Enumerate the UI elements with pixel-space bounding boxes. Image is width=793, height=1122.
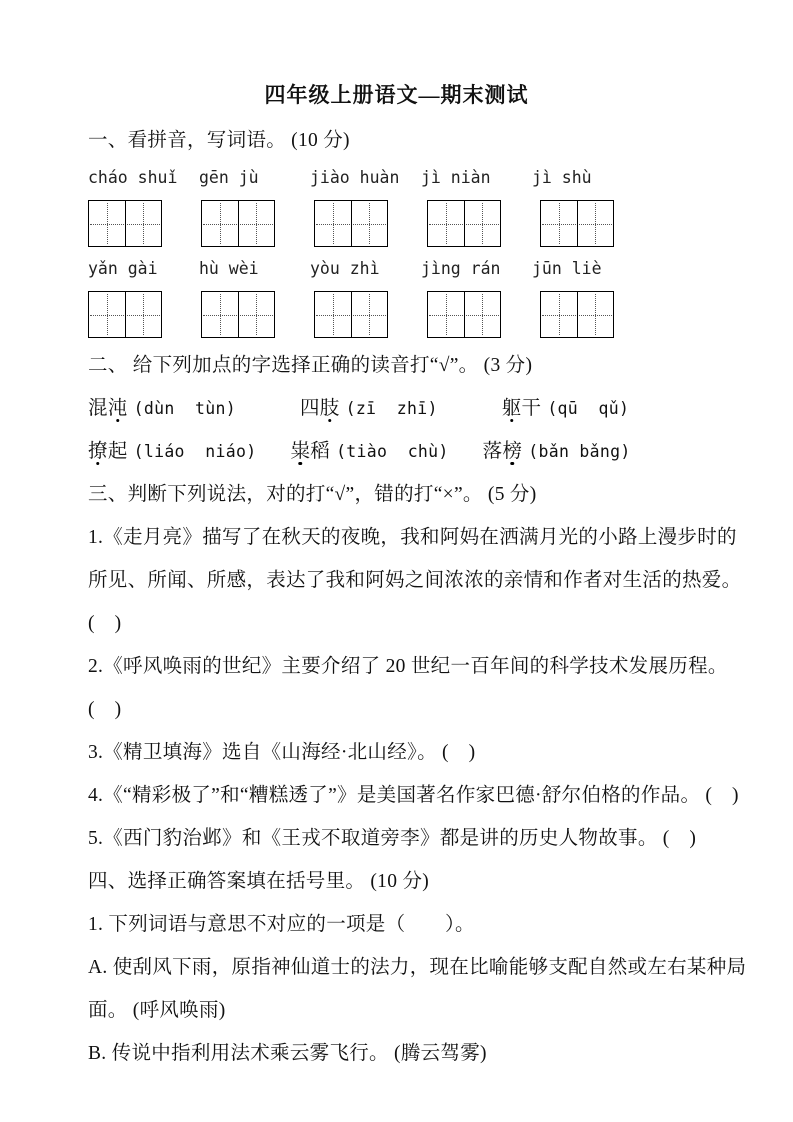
word-char: 混 [88,398,108,419]
grid-cell [89,292,126,337]
judgement-item-2: 2.《呼风唤雨的世纪》主要介绍了 20 世纪一百年间的科学技术发展历程。 [88,656,728,677]
grid-cell [89,201,126,246]
dotted-char: 榜 [502,441,523,462]
writing-grid-box[interactable] [88,200,162,247]
pronunciation-row-2 [88,430,728,473]
word-item [290,430,448,473]
pinyin-label: jūn liè [532,259,602,278]
dotted-char: 粜 [290,441,311,462]
dotted-char: 沌 [107,398,128,419]
word-char: 稻 [310,441,331,462]
writing-grid-box[interactable] [540,200,614,247]
writing-grid-row-1 [88,200,728,247]
grid-cell [465,292,501,337]
grid-cell [239,201,275,246]
grid-cell [428,201,465,246]
word-char: 四 [299,398,320,419]
grid-cell [315,201,352,246]
section4-heading: 四、选择正确答案填在括号里。 (10 分) [88,871,430,892]
pinyin-options: (bǎn bǎng) [528,442,631,461]
pinyin-options: (qū qǔ) [547,399,630,418]
page-title: 四年级上册语文—期末测试 [264,83,529,107]
text-body [88,344,747,1075]
section3-heading: 三、判断下列说法，对的打“√”，错的打“×”。 (5 分) [88,484,537,505]
grid-cell [202,201,239,246]
judgement-item-5: 5.《西门豹治邺》和《王戎不取道旁李》都是讲的历史人物故事。 ( ) [88,828,697,849]
answer-blank[interactable]: ( ) [88,699,122,720]
grid-cell [578,201,614,246]
pronunciation-row-1 [88,387,728,430]
choice-option-b: B. 传说中指利用法术乘云雾飞行。 (腾云驾雾) [88,1043,487,1064]
pinyin-options: (zī zhī) [345,399,438,418]
word-item [483,430,631,473]
choice-option-a-line-2: 面。 (呼风唤雨) [88,1000,226,1021]
pinyin-row-1 [88,168,728,192]
word-item [502,387,630,430]
writing-grid-box[interactable] [427,291,501,338]
judgement-item-1-line-1: 1.《走月亮》描写了在秋天的夜晚，我和阿妈在洒满月光的小路上漫步时的 [88,527,737,548]
word-item [300,387,438,430]
grid-cell [352,201,388,246]
pinyin-label: jì shù [532,168,592,187]
grid-cell [578,292,614,337]
writing-grid-box[interactable] [201,291,275,338]
pinyin-label: yǎn gài [88,259,158,278]
pinyin-label: jìng rán [421,259,501,278]
pinyin-label: jì niàn [421,168,491,187]
writing-grid-row-2 [88,291,728,338]
judgement-item-3: 3.《精卫填海》选自《山海经·北山经》。 ( ) [88,742,476,763]
writing-grid-box[interactable] [88,291,162,338]
pinyin-options: (dùn tùn) [133,399,236,418]
grid-cell [541,201,578,246]
pinyin-label: gēn jù [199,168,259,187]
writing-grid-box[interactable] [314,291,388,338]
choice-option-a-line-1: A. 使刮风下雨，原指神仙道士的法力，现在比喻能够支配自然或左右某种局 [88,957,747,978]
pinyin-options: (tiào chù) [336,442,449,461]
judgement-item-1-line-2: 所见、所闻、所感，表达了我和阿妈之间浓浓的亲情和作者对生活的热爱。 [88,570,742,591]
grid-cell [465,201,501,246]
grid-cell [126,292,162,337]
word-char: 干 [521,398,542,419]
judgement-item-4: 4.《“精彩极了”和“糟糕透了”》是美国著名作家巴德·舒尔伯格的作品。 ( ) [88,785,739,806]
section2-heading: 二、 给下列加点的字选择正确的读音打“√”。 (3 分) [88,355,533,376]
grid-cell [239,292,275,337]
choice-question-1: 1. 下列词语与意思不对应的一项是（ ）。 [88,914,475,935]
pinyin-label: hù wèi [199,259,259,278]
word-item [88,430,256,473]
grid-cell [202,292,239,337]
page-content [88,126,747,1075]
pinyin-row-2 [88,259,728,283]
writing-grid-box[interactable] [427,200,501,247]
answer-blank[interactable]: ( ) [88,613,122,634]
dotted-char: 撩 [88,441,108,462]
word-item [88,387,236,430]
writing-grid-box[interactable] [540,291,614,338]
dotted-char: 躯 [501,398,522,419]
section1-heading: 一、看拼音，写词语。 (10 分) [88,130,350,151]
grid-cell [352,292,388,337]
grid-cell [541,292,578,337]
pinyin-label: yòu zhì [310,259,380,278]
grid-cell [315,292,352,337]
word-char: 落 [482,441,503,462]
grid-cell [126,201,162,246]
grid-cell [428,292,465,337]
dotted-char: 肢 [319,398,340,419]
pinyin-label: jiào huàn [310,168,400,187]
writing-grid-box[interactable] [201,200,275,247]
pinyin-label: cháo shuǐ [88,168,178,187]
word-char: 起 [107,441,128,462]
writing-grid-box[interactable] [314,200,388,247]
pinyin-options: (liáo niáo) [133,442,257,461]
